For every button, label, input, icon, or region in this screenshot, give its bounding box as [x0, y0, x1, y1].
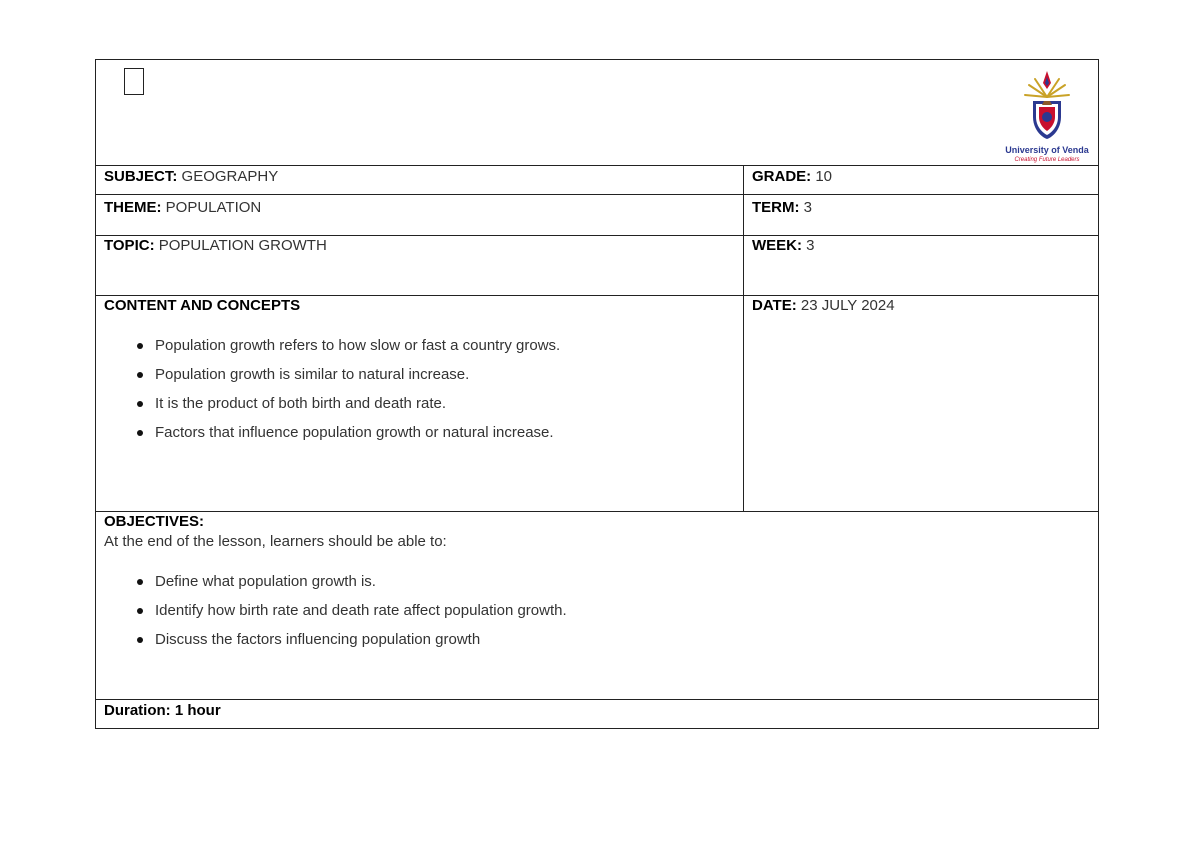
- subject-value: GEOGRAPHY: [181, 168, 279, 185]
- week-label: WEEK:: [752, 237, 802, 254]
- row-divider: [95, 165, 1099, 166]
- lesson-plan-table: [95, 59, 1099, 729]
- duration-label: Duration: 1 hour: [104, 702, 221, 719]
- objectives-intro: At the end of the lesson, learners should be able to:: [104, 533, 447, 550]
- theme-field: [104, 198, 261, 217]
- week-value: 3: [806, 237, 815, 254]
- list-item: Factors that influence population growth or natural increase.: [104, 423, 574, 442]
- list-item: Population growth is similar to natural increase.: [104, 365, 574, 384]
- date-field: [752, 296, 895, 315]
- week-field: [752, 236, 815, 255]
- topic-field: [104, 236, 327, 255]
- subject-label: SUBJECT:: [104, 168, 178, 185]
- column-divider: [743, 165, 744, 512]
- list-item: Population growth refers to how slow or fast a country grows.: [104, 336, 574, 355]
- grade-value: 10: [815, 168, 833, 185]
- table-border-right: [1098, 59, 1099, 729]
- topic-value: POPULATION GROWTH: [158, 237, 327, 254]
- university-logo: [1001, 67, 1093, 165]
- date-value: 23 JULY 2024: [800, 297, 895, 314]
- list-item: Identify how birth rate and death rate affect population growth.: [104, 601, 804, 620]
- table-border-left: [95, 59, 96, 729]
- objectives-heading: OBJECTIVES:: [104, 513, 205, 530]
- theme-value: POPULATION: [165, 199, 262, 216]
- row-divider: [95, 699, 1099, 700]
- grade-label: GRADE:: [752, 168, 812, 185]
- row-divider: [95, 194, 1099, 195]
- grade-field: [752, 167, 832, 186]
- empty-box-icon: [124, 68, 144, 95]
- table-border-top: [95, 59, 1099, 60]
- term-field: [752, 198, 812, 217]
- table-border-bottom: [95, 728, 1099, 729]
- logo-name: University of Venda: [1005, 145, 1089, 155]
- subject-field: [104, 167, 278, 186]
- date-label: DATE:: [752, 297, 797, 314]
- objectives-list: [104, 572, 804, 649]
- list-item: Define what population growth is.: [104, 572, 804, 591]
- list-item: Discuss the factors influencing population growth: [104, 630, 804, 649]
- content-heading: CONTENT AND CONCEPTS: [104, 297, 301, 314]
- term-value: 3: [803, 199, 813, 216]
- content-list: [104, 336, 574, 442]
- topic-label: TOPIC:: [104, 237, 155, 254]
- row-divider: [95, 511, 1099, 512]
- list-item: It is the product of both birth and death rate.: [104, 394, 574, 413]
- logo-tagline: Creating Future Leaders: [1014, 157, 1080, 163]
- university-crest-icon: [1001, 67, 1093, 145]
- theme-label: THEME:: [104, 199, 162, 216]
- term-label: TERM:: [752, 199, 800, 216]
